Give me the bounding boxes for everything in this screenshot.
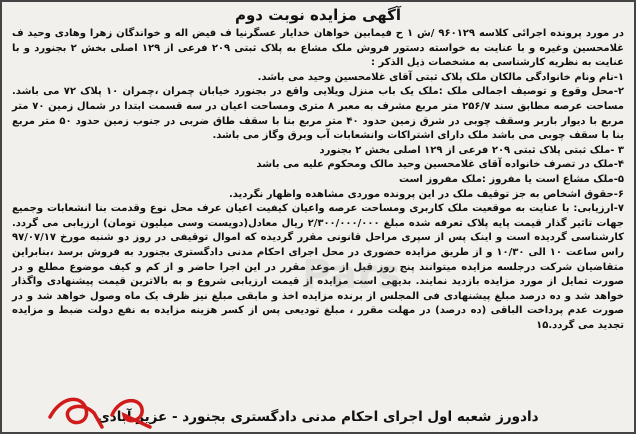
notice-item-valuation: ۷-ارزیابی: با عنایت به موقعیت ملک کاربری ومساحت عرصه واعیان کیفیت اعیان عرف محل نوع وقدمت بنا انشعابات وجمیع جهات تاثیر گذار قیمت پایه پلاک تعرفه شده مبلغ ۲/۳۰۰/۰۰۰/۰۰۰ ریال معادل(دویست وسی میلیون تومان) ارزیابی می گردد. کارشناسی گردیده است و اینک پس از سپری مراحل قانونی مقرر گردیده که اموال توقیفی در روز دو شنبه مورخ ۹۷/۰۷/۱۷ راس ساعت ۱۰ الی ۱۰/۳۰ و از طریق مزایده حضوری در محل اجرای احکام مدنی دادگستری بجنورد به فروش برسد ،بنابراین متقاضیان شرکت درجلسه مزایده میتوانند پنج روز قبل از موعد مقرر در این اجرا حاضر و از کم و کیف موضوع مطلع و در صورت تمایل از مورد مزایده بازدید نمایند. بدیهی است مزایده از قیمت ارزیابی شروع و به بالاترین قیمت پیشنهادی واگذار خواهد شد و ده درصد مبلغ پیشنهادی فی المجلس از برنده مزایده اخذ و مابقی مبلغ نیز ظرف یک ماه وصول خواهد شد و در صورت عدم پرداخت الباقی (ده درصد) در مهلت مقرر ، مبلغ تودیعی پس از کسر هزینه مزایده به نفع دولت ضبط و مزایده تجدید می گردد.۱۵ [12, 203, 624, 331]
notice-signature: دادورز شعبه اول اجرای احکام مدنی دادگستری بجنورد - عزیز آبادی [97, 409, 539, 425]
notice-item-ownership-type: ۵-ملک مشاع است یا مفروز :ملک مفروز است [399, 173, 624, 185]
notice-item-owner: ۱-نام ونام خانوادگی مالکان ملک پلاک ثبتی آقای غلامحسین وحید می باشد. [257, 71, 624, 83]
notice-body [12, 27, 624, 333]
notice-item-location: ۲-محل وقوع و توصیف اجمالی ملک :ملک یک باب منزل ویلایی واقع در بجنورد خیابان چمران ،چمران ۱۰ پلاک ۷۲ می باشد. مساحت عرصه مطابق سند ۲۵۶/۷ متر مربع مشرف به معبر ۸ متری ومساحت اعیان در سه قسمت ابتدا در شمال زمین ۷۰ متر مربع با دیوار باربر وسقف چوبی در شرق زمین حدود ۴۰ متر مربع بنا با سقف طاق ضربی در جنوب زمین حدود ۵۰ متر مربع بنا با سقف چوبی می باشد ملک دارای اشتراکات وانشعابات آب وبرق وگاز می باشد. [12, 86, 625, 142]
notice-intro: در مورد پرونده اجرائی کلاسه ۹۶۰۱۲۹ /ش ۱ ح فیمابین خواهان خدایار عسگرنیا ف فیض اله و خواندگان زهرا وهادی وحید ف غلامحسین وغیره و با عنایت به خواسته دستور فروش ملک مشاع به پلاک ثبتی ۲۰۹ فرعی از ۱۲۹ اصلی بخش ۲ بجنورد و با عنایت به نظریه کارشناسی به مشخصات ذیل الذکر : [12, 28, 624, 69]
notice-item-possession: ۴-ملک در تصرف خانواده آقای غلامحسین وحید مالک ومحکوم علیه می باشد [256, 159, 624, 171]
watermark-logo: Pars [302, 252, 401, 298]
notice-item-registry: ۳ -ملک ثبتی پلاک ثبتی ۲۰۹ فرعی از ۱۲۹ اصلی بخش ۲ بجنورد [319, 144, 624, 156]
notice-title: آگهی مزایده نوبت دوم [234, 6, 402, 24]
notice-item-rights: ۶-حقوق اشخاص به جز توقیف ملک در این پرونده موردی مشاهده واظهار نگردید. [228, 188, 624, 200]
